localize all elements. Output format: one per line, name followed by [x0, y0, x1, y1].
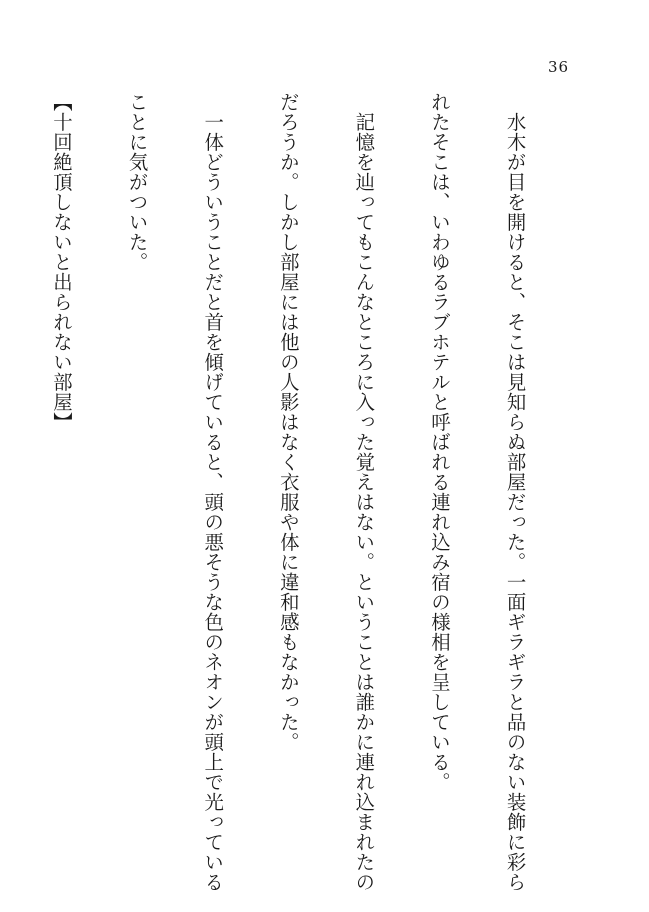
- text-line: 一体どういうことだと首を傾げていると、頭の悪そうな色のネオンが頭上で光っている: [201, 92, 225, 892]
- page-number: 36: [548, 58, 570, 76]
- text-line: れたそこは、いわゆるラブホテルと呼ばれる連れ込み宿の様相を呈している。: [427, 92, 451, 792]
- text-line: 【十回絶頂しないと出られない部屋】: [49, 92, 73, 432]
- text-line: 水木が目を開けると、そこは見知らぬ部屋だった。一面ギラギラと品のない装飾に彩ら: [503, 92, 527, 892]
- text-line: ことに気がついた。: [125, 92, 149, 272]
- text-line: 記憶を辿ってもこんなところに入った覚えはない。ということは誰かに連れ込まれたの: [352, 92, 376, 892]
- text-line: だろうか。しかし部屋には他の人影はなく衣服や体に違和感もなかった。: [276, 92, 300, 752]
- novel-text-body: [49, 92, 578, 892]
